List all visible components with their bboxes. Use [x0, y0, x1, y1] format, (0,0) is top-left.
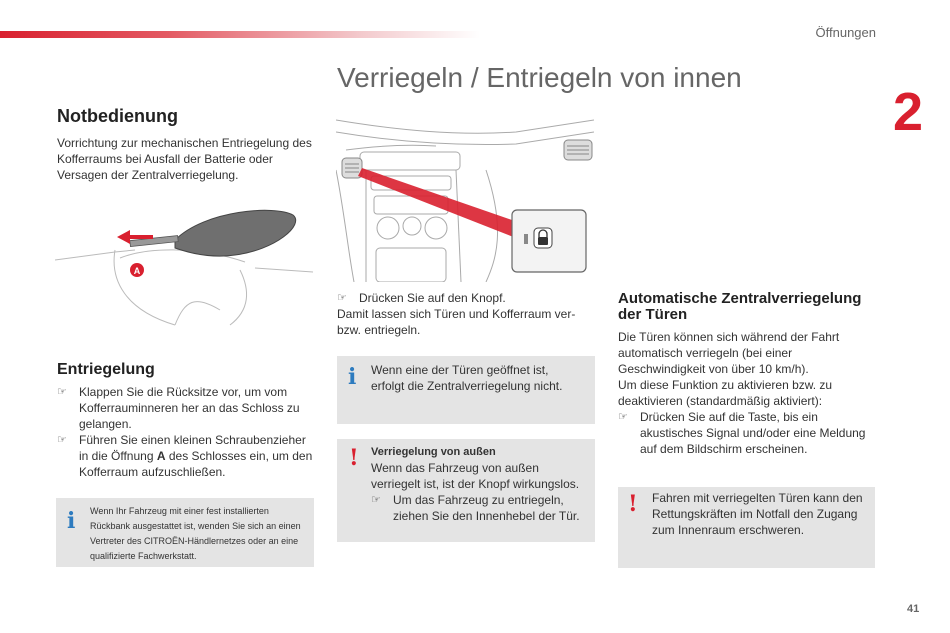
hand-pointer-icon: ☞: [57, 434, 67, 446]
button-section-paragraph: Damit lassen sich Türen und Kofferraum ver- bzw. entriegeln.: [337, 307, 576, 337]
list-item-text: Führen Sie einen kleinen Schraubenzieher in die Öffnung: [79, 433, 306, 463]
point-a-label: A: [133, 266, 141, 276]
dashboard-illustration: [336, 110, 594, 282]
info-note-text: Wenn Ihr Fahrzeug mit einer fest installierten Rückbank ausgestattet ist, wenden Sie sich an einen Vertreter des CITROËN-Händlernetzes oder an eine qualifizierte Fachwerkstatt.: [90, 506, 301, 561]
list-item-text: Um das Fahrzeug zu entriegeln, ziehen Sie den Innenhebel der Tür.: [393, 493, 580, 523]
notbedienung-heading: Notbedienung: [57, 106, 178, 126]
warning-note-text: Wenn das Fahrzeug von außen verriegelt ist, ist der Knopf wirkungslos.: [371, 461, 580, 491]
air-vent-icon: [342, 140, 592, 178]
hand-pointer-icon: ☞: [337, 292, 347, 304]
notbedienung-text: [57, 135, 312, 183]
entriegelung-heading: Entriegelung: [57, 361, 155, 378]
automatic-lock-heading: Automatische Zentralverriegelung der Türen: [618, 290, 862, 323]
hand-pointer-icon: ☞: [57, 386, 67, 398]
warning-note-text: Fahren mit verriegelten Türen kann den Rettungskräften im Notfall den Zugang zum Innenraum erschweren.: [652, 491, 863, 537]
info-note-rear-bench: [56, 498, 314, 567]
hand-pointer-icon: ☞: [618, 411, 628, 423]
chapter-number: 2: [893, 82, 924, 142]
warning-note-title: Verriegelung von außen: [371, 446, 496, 458]
info-note-text: Wenn eine der Türen geöffnet ist, erfolgt die Zentralverriegelung nicht.: [371, 363, 563, 393]
list-item-bold: A: [156, 449, 166, 463]
button-section-text: [337, 290, 587, 338]
automatic-lock-paragraph-1: Die Türen können sich während der Fahrt automatisch verriegeln (bei einer Geschwindigkeit von über 10 km/h).: [618, 330, 840, 376]
list-item-text: Klappen Sie die Rücksitze vor, um vom Kofferrauminneren her an das Schloss zu gelangen.: [79, 385, 300, 431]
list-item: [57, 432, 315, 480]
trunk-lock-illustration: [55, 200, 315, 330]
pointer-beam: [358, 168, 516, 238]
info-icon: i: [67, 508, 76, 534]
entriegelung-list: [57, 384, 315, 480]
section-label: Öffnungen: [815, 25, 876, 40]
automatic-lock-text: [618, 329, 874, 457]
info-icon: i: [348, 364, 357, 390]
header-accent-bar: [0, 31, 480, 38]
list-item: [57, 384, 315, 432]
list-item-text: Drücken Sie auf den Knopf.: [359, 291, 506, 305]
warning-icon: !: [349, 445, 359, 471]
list-item-text: Drücken Sie auf die Taste, bis ein akustisches Signal und/oder eine Meldung auf dem Bildschirm erscheinen.: [640, 410, 866, 456]
lock-button-closeup: [512, 210, 586, 272]
list-item-text-end: des Schlosses ein, um den Kofferraum aufzuschließen.: [79, 449, 313, 479]
automatic-lock-paragraph-2: Um diese Funktion zu aktivieren bzw. zu deaktivieren (standardmäßig aktiviert):: [618, 378, 833, 408]
hand-pointer-icon: ☞: [371, 494, 381, 506]
warning-note-body: [371, 444, 589, 524]
page-number: 41: [907, 603, 920, 615]
list-item: [618, 409, 874, 457]
page-title: Verriegeln / Entriegeln von innen: [337, 62, 742, 93]
list-item: [337, 290, 587, 306]
notbedienung-paragraph: Vorrichtung zur mechanischen Entriegelung des Kofferraums bei Ausfall der Batterie oder Versagen der Zentralverriegelung.: [57, 136, 312, 182]
info-note-open-door: [337, 356, 595, 424]
warning-icon: !: [628, 491, 638, 517]
warning-note-exterior-lock: [337, 439, 595, 542]
list-item: [371, 492, 589, 524]
screwdriver-icon: [130, 210, 296, 256]
warning-note-rescue: [618, 487, 875, 568]
